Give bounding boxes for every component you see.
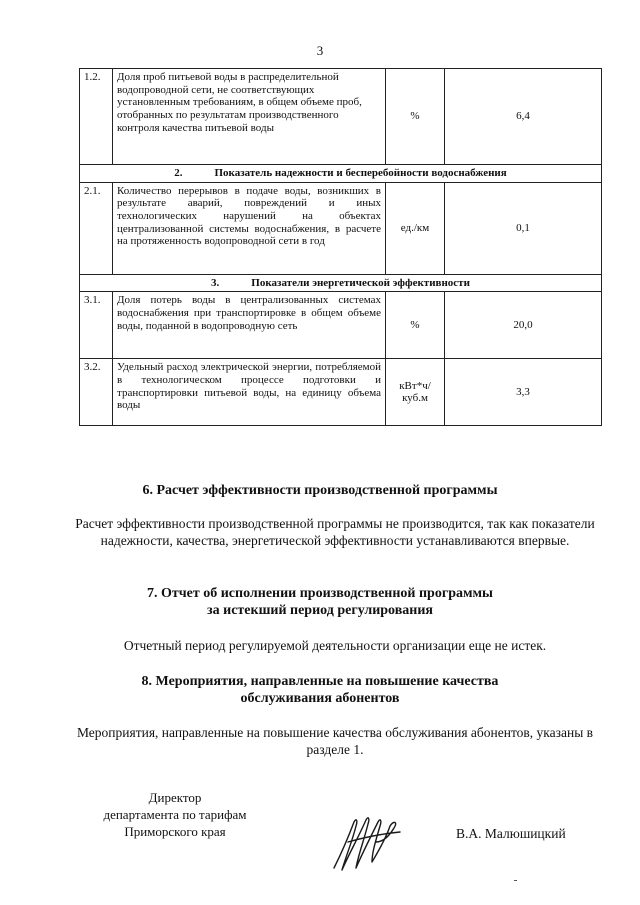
table-row (80, 292, 602, 359)
section-8-text: Мероприятия, направленные на повышение качества обслуживания абонентов, указаны в разделе 1. (76, 725, 594, 757)
handwritten-signature (328, 812, 408, 874)
signatory-title (90, 790, 260, 841)
page-number: 3 (316, 43, 324, 58)
section-7-heading-line-2: за истекший период регулирования (207, 602, 433, 618)
table-row (80, 69, 602, 165)
row-number: 1.2. (80, 69, 113, 165)
indicator-value: 20,0 (445, 292, 602, 359)
indicators-table (79, 68, 602, 426)
section-8-heading (0, 674, 640, 708)
section-7-heading-line-1: 7. Отчет об исполнении производственной программы (146, 586, 493, 601)
indicator-name: Доля потерь воды в централизованных системах водоснабжения при транспортировке в общем объеме воды, поданной в водопроводную сеть (113, 292, 386, 359)
table-row (80, 359, 602, 426)
scan-artifact (514, 880, 517, 881)
section-6-text: Расчет эффективности производственной программы не производится, так как показатели надежности, качества, энергетической эффективности устанавливаются впервые. (75, 516, 595, 548)
indicator-unit: % (386, 69, 445, 165)
indicator-unit: % (386, 292, 445, 359)
indicator-name: Доля проб питьевой воды в распределительной водопроводной сети, не соответствующих установленным требованиям, в общем объеме проб, отобранных по результатам производственного контроля качества питьевой воды (113, 69, 386, 165)
signatory-title-line-1: Директор (148, 790, 202, 805)
indicator-unit: кВт*ч/ куб.м (386, 359, 445, 426)
signatory-title-line-2: департамента по тарифам (103, 806, 247, 822)
indicator-name: Удельный расход электрической энергии, потребляемой в технологическом процессе подготовки и транспортировки питьевой воды, на единицу объема воды (113, 359, 386, 426)
indicator-value: 3,3 (445, 359, 602, 426)
section-7-text: Отчетный период регулируемой деятельности организации еще не истек. (123, 638, 547, 653)
section-number: 3. (211, 276, 220, 289)
signatory-title-line-3: Приморского края (124, 823, 226, 839)
section-header (80, 165, 602, 183)
indicator-value: 6,4 (445, 69, 602, 165)
indicator-value: 0,1 (445, 182, 602, 274)
section-6-heading: 6. Расчет эффективности производственной программы (142, 483, 498, 498)
row-number: 3.2. (80, 359, 113, 426)
section-8-heading-line-2: обслуживания абонентов (240, 690, 400, 706)
section-header (80, 274, 602, 292)
section-title: Показатели энергетической эффективности (251, 276, 470, 289)
row-number: 3.1. (80, 292, 113, 359)
section-row (80, 274, 602, 292)
section-8-heading-line-1: 8. Мероприятия, направленные на повышение качества (141, 674, 499, 689)
section-7-heading (0, 586, 640, 620)
indicator-unit: ед./км (386, 182, 445, 274)
signatory-name: В.А. Малюшицкий (456, 826, 566, 841)
section-row (80, 165, 602, 183)
section-number: 2. (174, 167, 183, 179)
indicator-name: Количество перерывов в подаче воды, возникших в результате аварий, повреждений и иных технологических нарушений на объектах централизованной системы водоснабжения, в расчете на протяженность водопроводной сети в год (113, 182, 386, 274)
section-title: Показатель надежности и бесперебойности водоснабжения (214, 167, 507, 179)
table-row (80, 182, 602, 274)
row-number: 2.1. (80, 182, 113, 274)
